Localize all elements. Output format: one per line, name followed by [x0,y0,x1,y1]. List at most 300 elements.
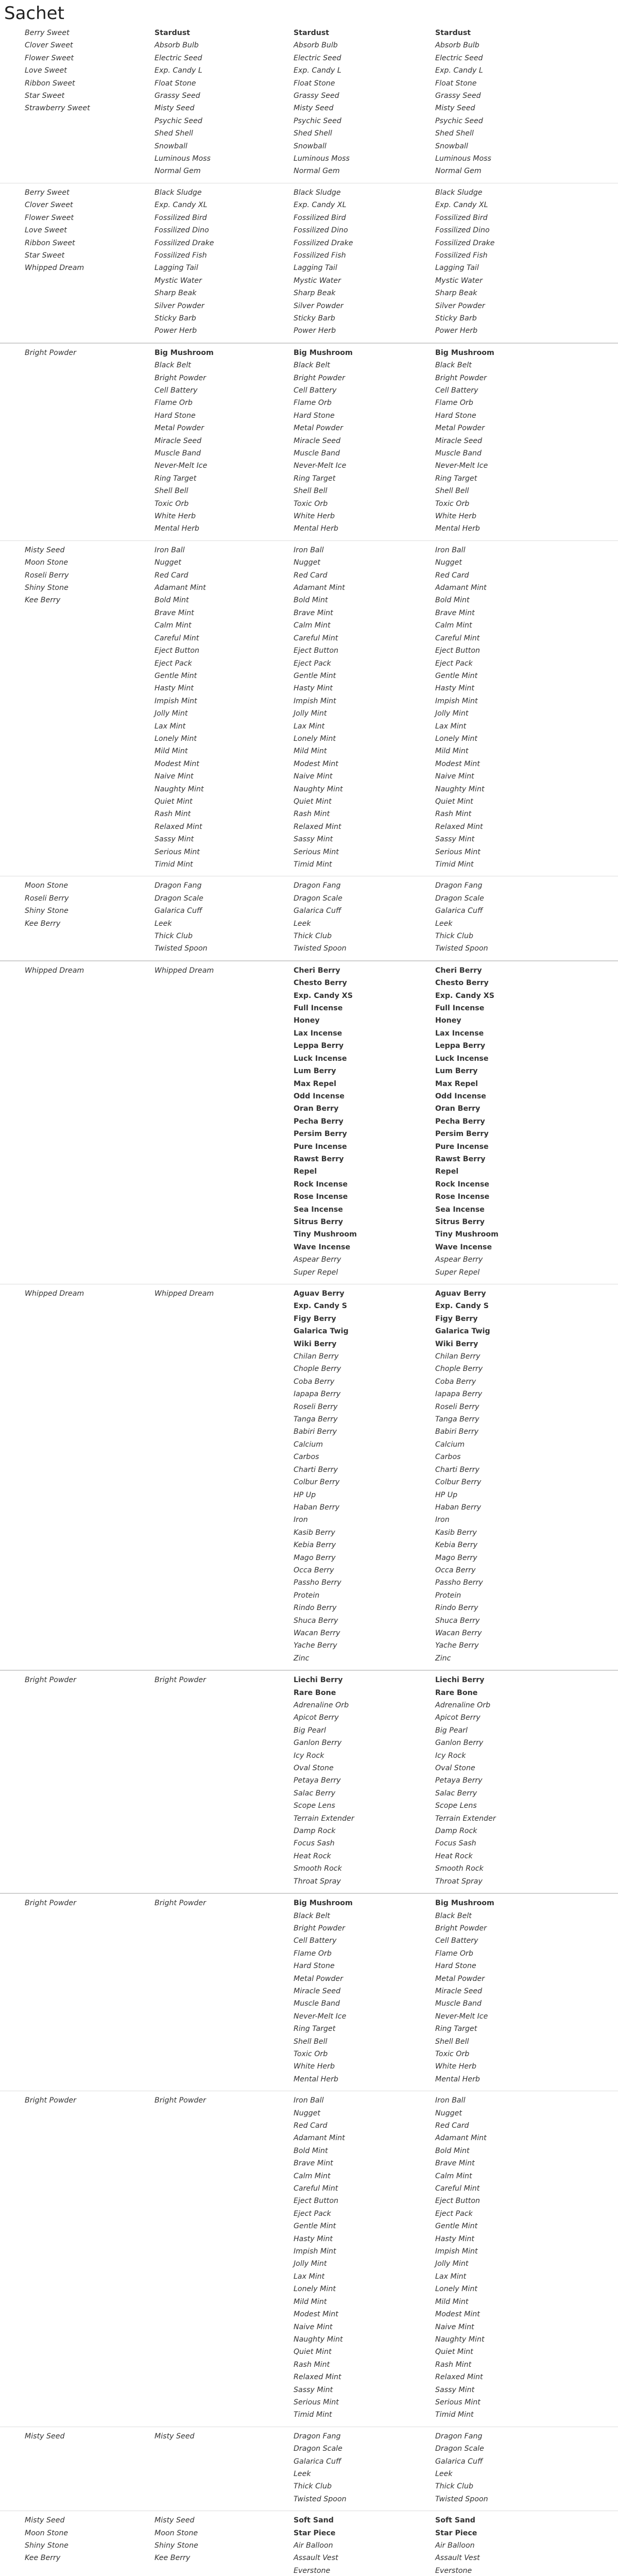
list-item: Smooth Rock [435,1865,484,1873]
list-item: Kee Berry [154,2554,191,2563]
list-item: Shiny Stone [25,2541,68,2550]
list-item: Berry Sweet [25,29,70,37]
list-item: Absorb Bulb [154,41,199,50]
list-item: Leek [435,2469,453,2478]
list-item: Iapapa Berry [294,1390,341,1399]
list-item: Full Incense [294,1004,343,1013]
list-item: Exp. Candy L [435,66,483,75]
table-cell [0,2094,154,2421]
list-item: Terrain Extender [294,1814,354,1823]
list-item: Black Sludge [294,188,341,197]
list-item: Fossilized Drake [435,239,495,247]
list-item: HP Up [435,1490,458,1499]
list-item: Timid Mint [435,860,474,869]
list-item: Toxic Orb [435,499,470,508]
table-row [0,879,618,955]
list-item: Sitrus Berry [435,1217,485,1226]
list-item: Luminous Moss [154,155,211,163]
list-item: Icy Rock [294,1751,324,1760]
list-item: Pecha Berry [435,1117,485,1126]
list-item: Silver Powder [435,301,485,310]
list-item: Sassy Mint [435,835,475,844]
list-item: Power Herb [294,327,336,335]
list-item: Colbur Berry [435,1478,482,1487]
list-item: Wave Incense [435,1243,492,1251]
list-item: Modest Mint [294,2310,338,2319]
table-cell [154,2430,294,2505]
list-item: Shell Bell [435,487,469,496]
list-item: Damp Rock [435,1827,477,1836]
list-item: Eject Pack [154,659,192,668]
list-item: Miracle Seed [294,1987,341,1995]
table-cell [0,1897,154,2086]
list-item: Fossilized Fish [294,251,346,260]
list-item: Lax Mint [435,2272,467,2281]
list-item: Cell Battery [294,386,337,395]
list-item: Fossilized Dino [435,226,490,235]
list-item: Lax Mint [154,722,186,731]
table-cell [435,879,592,955]
list-item: Passho Berry [435,1579,483,1587]
list-item: Fossilized Drake [294,239,353,247]
list-item: Lonely Mint [294,734,336,743]
list-item: Galarica Cuff [294,2457,341,2466]
table-row [0,2094,618,2421]
list-item: Mild Mint [294,747,327,756]
list-item: Galarica Twig [294,1327,349,1336]
table-cell [154,544,294,871]
table-row [0,2430,618,2505]
list-item: Lax Mint [294,2272,325,2281]
list-item: Iron [435,1516,450,1524]
list-item: Misty Seed [25,2432,65,2441]
list-item: Scope Lens [294,1802,335,1810]
list-item: Lonely Mint [435,2285,477,2294]
list-item: Mystic Water [154,276,202,285]
list-item: Leek [154,919,172,928]
list-item: Thick Club [294,2482,332,2491]
list-item: Misty Seed [154,104,195,113]
table-section [0,343,618,540]
list-item: Cell Battery [435,1937,478,1945]
list-item: Hasty Mint [294,684,333,693]
list-item: Kasib Berry [294,1528,335,1537]
table-cell [0,347,154,535]
list-item: Psychic Seed [154,116,202,125]
list-item: Calcium [294,1440,323,1449]
list-item: Relaxed Mint [435,822,483,831]
list-item: Normal Gem [435,167,482,176]
list-item: Rash Mint [294,810,330,819]
list-item: Iron Ball [435,2096,466,2105]
table-row [0,347,618,535]
table-section [0,1893,618,2091]
list-item: Metal Powder [154,424,204,433]
list-item: Red Card [435,2122,469,2130]
list-item: Dragon Fang [294,882,341,890]
list-item: Soft Sand [435,2516,475,2525]
list-item: White Herb [294,2062,335,2071]
list-item: Sharp Beak [435,289,477,298]
list-item: White Herb [294,512,335,521]
list-item: Absorb Bulb [294,41,338,50]
list-item: Lonely Mint [294,2285,336,2294]
list-item: Rindo Berry [294,1604,337,1613]
list-item: Carbos [435,1453,461,1462]
list-item: Kasib Berry [435,1528,477,1537]
list-item: Exp. Candy S [435,1302,489,1311]
list-item: Modest Mint [435,2310,480,2319]
list-item: Misty Seed [154,2516,195,2525]
list-item: Adamant Mint [154,584,206,592]
list-item: Kebia Berry [294,1541,336,1550]
list-item: Naughty Mint [154,785,204,793]
list-item: Liechi Berry [435,1676,485,1685]
list-item: Whipped Dream [25,264,84,273]
list-item: Careful Mint [294,634,338,642]
list-item: Absorb Bulb [435,41,479,50]
list-item: Throat Spray [294,1877,341,1886]
list-item: Big Pearl [294,1726,326,1735]
list-item: Hard Stone [294,1962,335,1971]
list-item: Whipped Dream [25,1290,84,1298]
list-item: Zinc [435,1654,451,1663]
list-item: Rawst Berry [435,1155,486,1163]
list-item: Modest Mint [294,759,338,768]
list-item: Mystic Water [435,276,483,285]
list-item: Luminous Moss [435,155,491,163]
list-item: Coba Berry [435,1377,476,1386]
list-item: Serious Mint [294,2398,339,2406]
list-item: Twisted Spoon [294,944,347,953]
list-item: Sticky Barb [294,314,335,323]
list-item: Sticky Barb [435,314,477,323]
list-item: Mystic Water [294,276,341,285]
list-item: Oval Stone [294,1764,334,1773]
list-item: Icy Rock [435,1751,466,1760]
list-item: Protein [294,1591,320,1600]
list-item: Bold Mint [435,596,470,605]
list-item: Adamant Mint [435,584,487,592]
table-row [0,1674,618,1888]
list-item: Hard Stone [294,411,335,420]
list-item: Big Mushroom [435,348,494,357]
list-item: Ribbon Sweet [25,239,75,247]
table-cell [435,964,592,1279]
list-item: Lonely Mint [154,734,197,743]
table-cell [435,1674,592,1888]
list-item: Chesto Berry [435,979,489,988]
list-item: Normal Gem [294,167,340,176]
list-item: Sassy Mint [435,2385,475,2394]
list-item: Ganlon Berry [294,1739,342,1748]
list-item: Exp. Candy L [154,66,202,75]
list-item: Shiny Stone [25,907,68,916]
table-row [0,964,618,1279]
table-row [0,1897,618,2086]
list-item: Lum Berry [294,1067,336,1076]
list-item: Muscle Band [154,449,201,457]
list-item: Misty Seed [25,2516,65,2525]
list-item: Gentle Mint [154,671,197,680]
list-item: Bright Powder [154,1899,206,1908]
list-item: Strawberry Sweet [25,104,90,113]
list-item: Cell Battery [435,386,478,395]
list-item: Luck Incense [294,1054,347,1063]
list-item: Max Repel [294,1079,336,1088]
table-cell [435,347,592,535]
list-item: Hasty Mint [435,684,474,693]
list-item: Chilan Berry [294,1352,339,1361]
list-item: Serious Mint [154,848,200,856]
list-item: Sassy Mint [294,2385,333,2394]
list-item: Oval Stone [435,1764,475,1773]
list-item: Bright Powder [25,1899,76,1908]
list-item: Assault Vest [294,2554,338,2563]
list-item: Brave Mint [154,608,194,617]
list-item: Eject Button [294,2197,339,2206]
list-item: Fossilized Fish [154,251,207,260]
list-item: Focus Sash [435,1839,476,1848]
list-item: Exp. Candy XL [154,201,208,210]
list-item: Never-Melt Ice [294,2012,347,2021]
list-item: Toxic Orb [154,499,189,508]
list-item: Rawst Berry [294,1155,344,1163]
list-item: Apicot Berry [294,1714,339,1722]
list-item: Float Stone [435,79,477,88]
table-cell [0,2514,154,2576]
table-row [0,544,618,871]
list-item: Impish Mint [435,2247,478,2256]
list-item: Shuca Berry [435,1616,480,1625]
table-cell [435,1897,592,2086]
list-item: Bold Mint [435,2146,470,2155]
list-item: Babiri Berry [294,1428,337,1436]
list-item: Gentle Mint [435,671,478,680]
list-item: Eject Button [294,647,339,655]
table-cell [294,879,435,955]
list-item: Jolly Mint [294,709,327,718]
table-cell [294,2430,435,2505]
list-item: Ring Target [154,474,197,483]
list-item: Eject Button [435,647,480,655]
list-item: Toxic Orb [294,499,328,508]
list-item: Galarica Cuff [435,2457,483,2466]
list-item: Exp. Candy XS [294,991,353,1000]
list-item: Big Mushroom [154,348,214,357]
list-item: Star Piece [294,2529,336,2537]
list-item: Jolly Mint [294,2260,327,2268]
list-item: Max Repel [435,1079,478,1088]
list-item: Shell Bell [154,487,188,496]
list-item: Brave Mint [435,2159,475,2168]
list-item: Soft Sand [294,2516,334,2525]
list-item: Flame Orb [154,399,193,408]
list-item: Petaya Berry [435,1776,483,1785]
list-item: Air Balloon [435,2541,475,2550]
list-item: Heat Rock [435,1852,473,1860]
list-item: Zinc [294,1654,310,1663]
list-item: Power Herb [154,327,197,335]
list-item: Black Belt [154,361,191,370]
list-item: Super Repel [435,1268,480,1277]
list-item: Super Repel [294,1268,338,1277]
list-item: Twisted Spoon [435,944,488,953]
list-item: Float Stone [154,79,196,88]
list-item: Rock Incense [435,1180,490,1189]
list-item: Rash Mint [435,2360,472,2369]
list-item: Galarica Twig [435,1327,490,1336]
list-item: Black Belt [294,1911,330,1920]
list-item: Haban Berry [294,1503,340,1512]
list-item: Black Sludge [154,188,202,197]
list-item: Calm Mint [154,621,192,630]
list-item: Moon Stone [25,558,68,567]
list-item: Haban Berry [435,1503,482,1512]
list-item: Careful Mint [154,634,199,642]
list-item: Whipped Dream [154,1290,214,1298]
list-item: Flower Sweet [25,54,74,62]
list-item: Fossilized Dino [294,226,348,235]
list-item: Bright Powder [294,374,345,382]
list-item: Toxic Orb [294,2049,328,2058]
list-item: Miracle Seed [435,1987,483,1995]
list-item: Quiet Mint [435,2348,473,2357]
list-item: Grassy Seed [154,92,200,100]
list-item: Whipped Dream [154,966,214,975]
list-item: Exp. Candy XL [435,201,488,210]
table-cell [435,2430,592,2505]
list-item: Eject Pack [435,2209,473,2218]
list-item: Fossilized Bird [435,213,488,222]
list-item: Rash Mint [154,810,191,819]
list-item: Rare Bone [435,1688,478,1697]
list-item: Adamant Mint [294,2134,345,2143]
list-item: Sea Incense [435,1205,485,1214]
list-item: Nugget [294,558,320,567]
table-cell [0,544,154,871]
list-item: Misty Seed [435,104,475,113]
list-item: Naive Mint [294,2323,333,2331]
list-item: Hasty Mint [294,2234,333,2243]
list-item: White Herb [154,512,196,521]
list-item: Silver Powder [294,301,344,310]
list-item: Dragon Fang [435,882,483,890]
list-item: Bold Mint [294,596,328,605]
list-item: Leppa Berry [294,1042,344,1050]
list-item: Star Sweet [25,251,65,260]
table-cell [154,187,294,337]
list-item: Repel [435,1167,459,1176]
list-item: Roseli Berry [294,1402,338,1411]
list-item: Chople Berry [435,1365,483,1374]
list-item: Ring Target [435,2025,477,2033]
list-item: Electric Seed [294,54,341,62]
list-item: Never-Melt Ice [435,462,488,470]
list-item: Big Mushroom [435,1899,494,1908]
list-item: Adamant Mint [435,2134,487,2143]
table-section [0,2511,618,2576]
list-item: Black Belt [435,361,472,370]
list-item: Grassy Seed [294,92,339,100]
list-item: Tanga Berry [435,1415,479,1424]
list-item: Serious Mint [435,2398,480,2406]
list-item: HP Up [294,1490,316,1499]
list-item: Flame Orb [294,1949,332,1958]
list-item: Wacan Berry [435,1629,482,1637]
list-item: Gentle Mint [435,2222,478,2231]
list-item: Dragon Fang [154,882,202,890]
list-item: Ribbon Sweet [25,79,75,88]
list-item: Shed Shell [154,129,193,138]
list-item: Figy Berry [435,1314,478,1323]
list-item: Tiny Mushroom [294,1230,357,1239]
list-item: Fossilized Bird [154,213,207,222]
table-cell [0,1287,154,1665]
list-item: Tanga Berry [294,1415,338,1424]
table-cell [294,2514,435,2576]
list-item: Apicot Berry [435,1714,480,1722]
table-cell [435,27,592,178]
list-item: Colbur Berry [294,1478,340,1487]
table-cell [154,347,294,535]
list-item: Rash Mint [435,810,472,819]
list-item: Timid Mint [294,2411,332,2419]
list-item: Heat Rock [294,1852,331,1860]
list-item: Occa Berry [435,1566,476,1574]
list-item: White Herb [435,512,476,521]
list-item: Fossilized Drake [154,239,214,247]
list-item: Mild Mint [294,2297,327,2306]
list-item: Power Herb [435,327,478,335]
list-item: Eject Pack [294,2209,331,2218]
list-item: Luck Incense [435,1054,489,1063]
list-item: Smooth Rock [294,1865,342,1873]
list-item: Eject Button [154,647,200,655]
table-section [0,26,618,183]
list-item: Brave Mint [294,2159,333,2168]
list-item: Modest Mint [154,759,199,768]
list-item: Quiet Mint [154,797,193,806]
list-item: Impish Mint [435,697,478,705]
list-item: Brave Mint [294,608,333,617]
list-item: Careful Mint [435,634,480,642]
list-item: Wacan Berry [294,1629,340,1637]
list-item: Miracle Seed [294,436,341,445]
list-item: Eject Pack [435,659,473,668]
list-item: Kee Berry [25,2554,61,2563]
list-item: Cell Battery [294,1937,337,1945]
list-item: Roseli Berry [25,894,69,903]
list-item: Honey [435,1016,461,1025]
table-cell [294,964,435,1279]
table-row [0,27,618,178]
list-item: Bright Powder [154,374,206,382]
list-item: Thick Club [435,2482,473,2491]
list-item: Pure Incense [294,1142,347,1151]
list-item: Shell Bell [294,2037,328,2046]
list-item: Muscle Band [294,1999,340,2008]
list-item: Iron [294,1516,308,1524]
list-item: Misty Seed [294,104,334,113]
table-cell [435,2094,592,2421]
table-cell [0,187,154,337]
list-item: Hard Stone [435,411,476,420]
list-item: Aspear Berry [294,1256,341,1264]
list-item: Shell Bell [294,487,328,496]
list-item: Kebia Berry [435,1541,478,1550]
list-item: Babiri Berry [435,1428,479,1436]
